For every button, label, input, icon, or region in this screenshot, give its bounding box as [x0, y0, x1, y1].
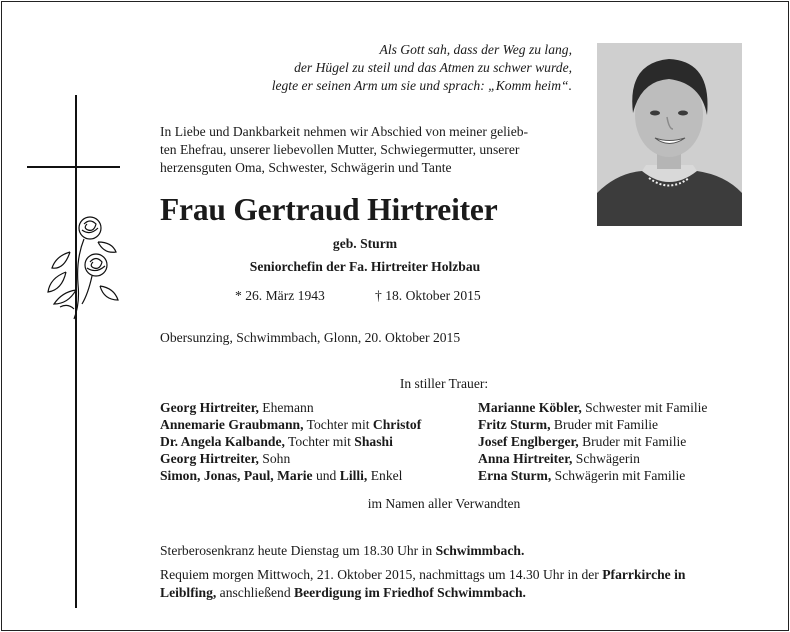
mourner-row: [478, 416, 707, 433]
text: Tochter mit: [303, 417, 373, 432]
poem-line: der Hügel zu steil und das Atmen zu schwer wurde,: [294, 60, 572, 75]
bold-text: Josef Englberger,: [478, 434, 579, 449]
mourners-left: [160, 399, 421, 484]
portrait-photo: [597, 43, 742, 226]
cross-icon-vertical: [75, 95, 77, 608]
intro-line: ten Ehefrau, unserer liebevollen Mutter, Schwiegermutter, unserer: [160, 142, 520, 157]
bold-text: Marianne Köbler,: [478, 400, 582, 415]
intro-line: In Liebe und Dankbarkeit nehmen wir Abschied von meiner gelieb-: [160, 124, 529, 139]
text: und: [312, 468, 340, 483]
bold-text: Lilli,: [339, 468, 368, 483]
relatives-note: im Namen aller Verwandten: [367, 496, 521, 511]
text: Ehemann: [258, 400, 314, 415]
bold-text: Dr. Angela Kalbande,: [160, 434, 285, 449]
death-date: † 18. Oktober 2015: [375, 288, 481, 303]
mourners-right: [478, 399, 707, 484]
bold-text: Pfarrkirche in: [602, 567, 686, 582]
intro-text: [160, 123, 570, 177]
text: Schwägerin mit Familie: [551, 468, 686, 483]
deceased-name: Frau Gertraud Hirtreiter: [160, 192, 498, 227]
intro-line: herzensguten Oma, Schwester, Schwägerin und Tante: [160, 160, 452, 175]
deceased-role: Seniorchefin der Fa. Hirtreiter Holzbau: [249, 259, 481, 274]
maiden-name: geb. Sturm: [332, 236, 398, 251]
mourner-row: [160, 399, 421, 416]
bold-text: Beerdigung im Friedhof Schwimmbach.: [294, 585, 526, 600]
requiem-line: [160, 566, 685, 584]
birth-date: * 26. März 1943: [235, 288, 325, 303]
poem: [200, 41, 572, 95]
bold-text: Georg Hirtreiter,: [160, 451, 259, 466]
rose-icon: [40, 212, 120, 322]
rosary-info: [160, 542, 524, 560]
bold-text: Anna Hirtreiter,: [478, 451, 573, 466]
requiem-info: [160, 566, 685, 602]
text: Sohn: [258, 451, 291, 466]
text: anschließend: [216, 585, 295, 600]
text: Bruder mit Familie: [578, 434, 687, 449]
bold-text: Fritz Sturm,: [478, 417, 551, 432]
poem-line: Als Gott sah, dass der Weg zu lang,: [379, 42, 572, 57]
place-date: Obersunzing, Schwimmbach, Glonn, 20. Oktober 2015: [160, 330, 461, 345]
bold-text: Shashi: [354, 434, 393, 449]
text: Schwester mit Familie: [581, 400, 708, 415]
mourner-row: [478, 399, 707, 416]
text: Requiem morgen Mittwoch, 21. Oktober 2015, nachmittags um 14.30 Uhr in der: [160, 567, 603, 582]
text: Tochter mit: [284, 434, 355, 449]
cross-icon-horizontal: [27, 166, 120, 168]
bold-text: Simon, Jonas, Paul, Marie: [160, 468, 313, 483]
mourner-row: [478, 467, 707, 484]
bold-text: Georg Hirtreiter,: [160, 400, 259, 415]
bold-text: Leiblfing,: [160, 585, 217, 600]
requiem-line: [160, 584, 685, 602]
poem-line: legte er seinen Arm um sie und sprach: „Komm heim“.: [271, 78, 572, 93]
bold-text: Schwimmbach.: [435, 543, 525, 558]
mourner-row: [160, 450, 421, 467]
bold-text: Annemarie Graubmann,: [160, 417, 304, 432]
text: Schwägerin: [572, 451, 640, 466]
text: Enkel: [367, 468, 403, 483]
mourner-row: [478, 450, 707, 467]
text: Sterberosenkranz heute Dienstag um 18.30 Uhr in: [160, 543, 436, 558]
bold-text: Christof: [372, 417, 422, 432]
bold-text: Erna Sturm,: [478, 468, 552, 483]
mourner-row: [160, 416, 421, 433]
mourner-row: [160, 433, 421, 450]
text: Bruder mit Familie: [550, 417, 659, 432]
mourner-row: [160, 467, 421, 484]
mourning-heading: In stiller Trauer:: [399, 376, 489, 391]
mourner-row: [478, 433, 707, 450]
